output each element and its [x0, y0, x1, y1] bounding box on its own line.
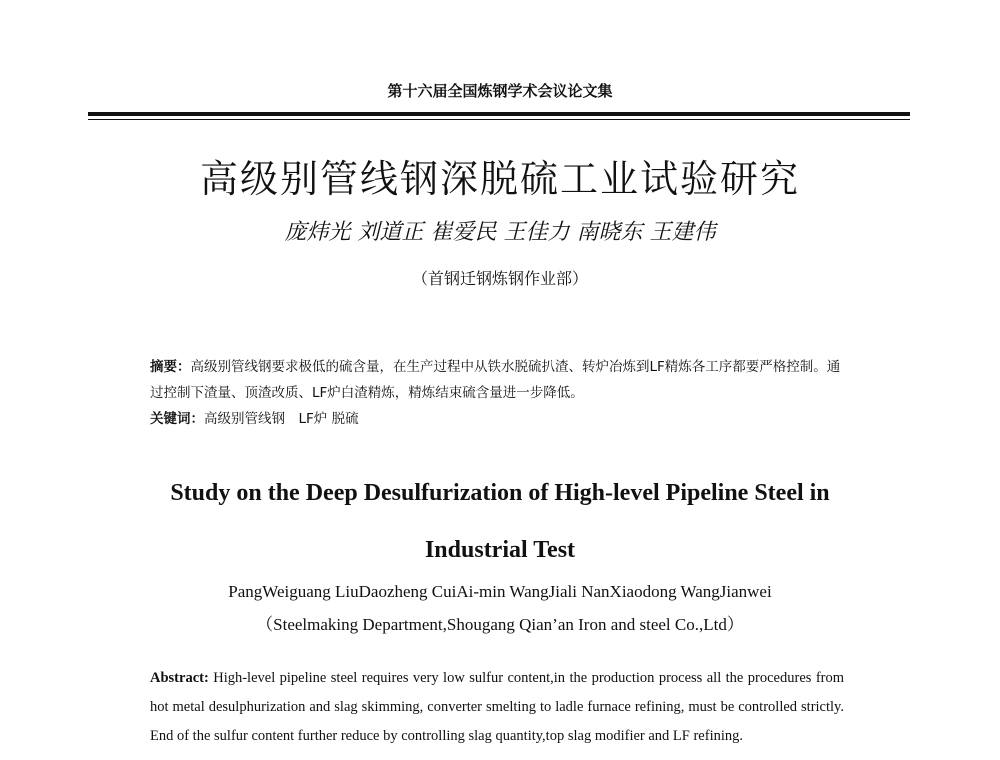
english-abstract-label: Abstract:	[150, 670, 209, 686]
english-title-line1: Study on the Deep Desulfurization of High-level Pipeline Steel in	[170, 480, 830, 506]
english-title-line2: Industrial Test	[424, 537, 576, 563]
chinese-abstract-paragraph	[150, 354, 850, 406]
english-affiliation: （Steelmaking Department,Shougang Qian’an Iron and steel Co.,Ltd）	[256, 615, 744, 634]
chinese-abstract	[150, 354, 850, 432]
english-abstract-text: High-level pipeline steel requires very low sulfur content,in the production process all the procedures from hot metal desulphurization and slag skimming, converter smelting to ladle furnace refining, must be controlled strictly. End of the sulfur content further reduce by controlling slag quantity,top slag modifier and LF refining.	[150, 670, 845, 744]
chinese-keywords	[150, 406, 850, 432]
header-rule-thick	[88, 112, 910, 116]
chinese-affiliation: （首钢迁钢炼钢作业部）	[411, 269, 588, 288]
header-rule-thin	[88, 119, 910, 120]
chinese-keywords-label: 关键词：	[150, 411, 204, 427]
chinese-authors: 庞炜光 刘道正 崔爱民 王佳力 南晓东 王建伟	[284, 220, 716, 245]
chinese-title: 高级别管线钢深脱硫工业试验研究	[199, 157, 800, 201]
running-header: 第十六届全国炼钢学术会议论文集	[387, 82, 613, 100]
english-abstract	[150, 664, 844, 751]
chinese-abstract-text: 高级别管线钢要求极低的硫含量，在生产过程中从铁水脱硫扒渣、转炉冶炼到LF精炼各工序都要严格控制。通过控制下渣量、顶渣改质、LF炉白渣精炼，精炼结束硫含量进一步降低。	[150, 359, 841, 401]
english-authors: PangWeiguang LiuDaozheng CuiAi-min WangJiali NanXiaodong WangJianwei	[228, 582, 772, 601]
chinese-abstract-label: 摘要：	[150, 359, 191, 375]
chinese-keywords-text: 高级别管线钢 LF炉 脱硫	[204, 411, 359, 427]
